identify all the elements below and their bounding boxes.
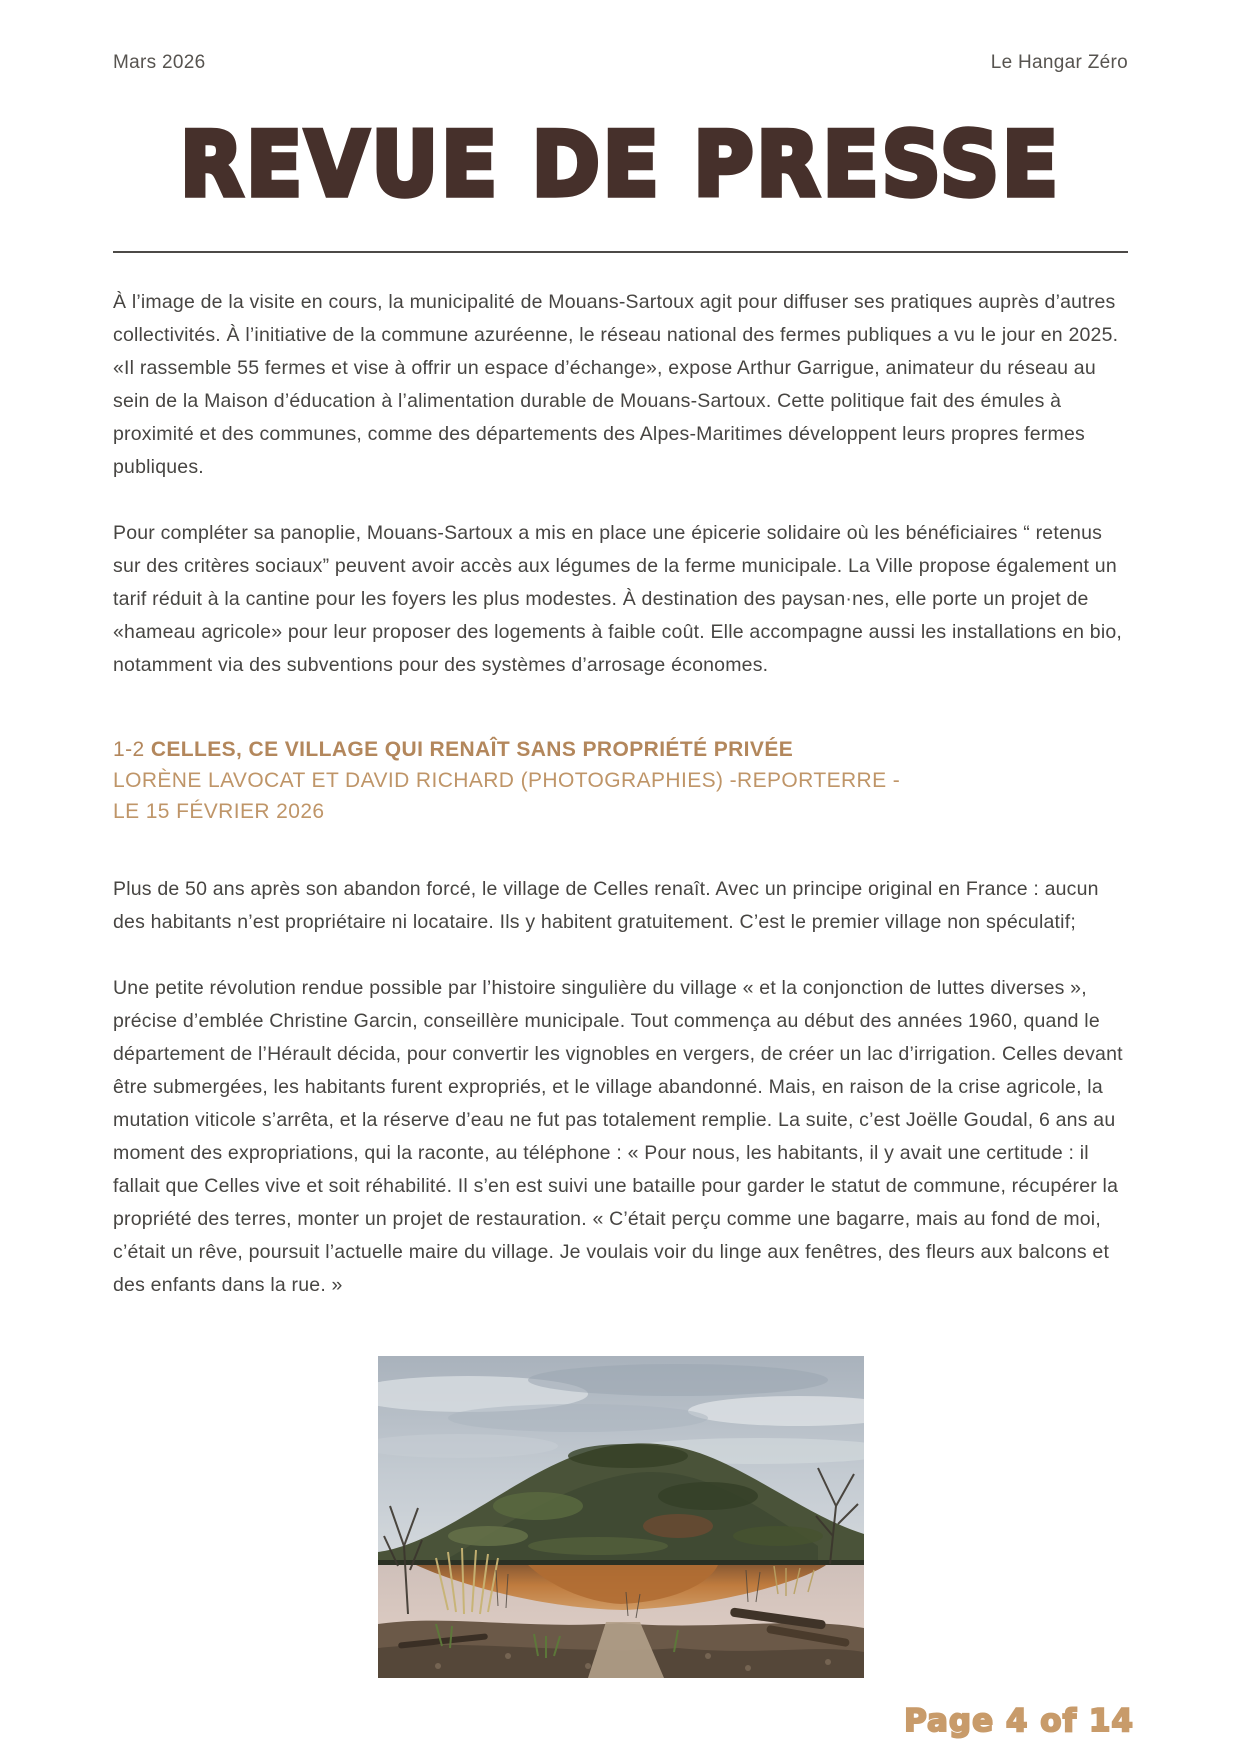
page-number: Page 4 of 14 xyxy=(904,1703,1134,1739)
byline-line-2: LE 15 FÉVRIER 2026 xyxy=(113,800,325,823)
issue-date: Mars 2026 xyxy=(113,52,206,73)
page-title: REVUE DE PRESSE xyxy=(179,114,1062,217)
byline-line-1: LORÈNE LAVOCAT ET DAVID RICHARD (PHOTOGRAPHIES) -REPORTERRE - xyxy=(113,769,901,792)
page-header xyxy=(113,0,1128,74)
section-heading xyxy=(113,734,1128,765)
section-number: 1-2 xyxy=(113,738,145,761)
article-photo xyxy=(378,1356,864,1678)
article-paragraph-2: Pour compléter sa panoplie, Mouans-Sartoux a mis en place une épicerie solidaire où les bénéficiaires “ retenus sur des critères sociaux” peuvent avoir accès aux légumes de la ferme municipale. La Ville propose également un tarif réduit à la cantine pour les foyers les plus modestes. À destination des paysan·nes, elle porte un projet de «hameau agricole» pour leur proposer des logements à faible coût. Elle accompagne aussi les installations en bio, notamment via des subventions pour des systèmes d’arrosage économes. xyxy=(113,522,1123,676)
title-divider xyxy=(113,251,1128,253)
title-block xyxy=(113,114,1128,217)
landscape-photo-illustration xyxy=(378,1356,864,1678)
article-paragraph-4: Une petite révolution rendue possible par l’histoire singulière du village « et la conjonction de luttes diverses », précise d’emblée Christine Garcin, conseillère municipale. Tout commença au début des années 1960, quand le département de l’Hérault décida, pour convertir les vignobles en vergers, de créer un lac d’irrigation. Celles devant être submergées, les habitants furent expropriés, et le village abandonné. Mais, en raison de la crise agricole, la mutation viticole s’arrêta, et la réserve d’eau ne fut pas totalement remplie. La suite, c’est Joëlle Goudal, 6 ans au moment des expropriations, qui la raconte, au téléphone : « Pour nous, les habitants, il y avait une certitude : il fallait que Celles vive et soit réhabilité. Il s’en est suivi une bataille pour garder le statut de commune, récupérer la propriété des terres, monter un projet de restauration. « C’était perçu comme une bagarre, mais au fond de moi, c’était un rêve, poursuit l’actuelle maire du village. Je voulais voir du linge aux fenêtres, des fleurs aux balcons et des enfants dans la rue. » xyxy=(113,977,1123,1296)
section-title: CELLES, CE VILLAGE QUI RENAÎT SANS PROPRIÉTÉ PRIVÉE xyxy=(150,738,794,761)
article-paragraph-3: Plus de 50 ans après son abandon forcé, le village de Celles renaît. Avec un principe original en France : aucun des habitants n’est propriétaire ni locataire. Ils y habitent gratuitement. C’est le premier village non spéculatif; xyxy=(113,878,1099,933)
article-paragraph-1: À l’image de la visite en cours, la municipalité de Mouans-Sartoux agit pour diffuser ses pratiques auprès d’autres collectivités. À l’initiative de la commune azuréenne, le réseau national des fermes publiques a vu le jour en 2025. «Il rassemble 55 fermes et vise à offrir un espace d’échange», expose Arthur Garrigue, animateur du réseau au sein de la Maison d’éducation à l’alimentation durable de Mouans-Sartoux. Cette politique fait des émules à proximité et des communes, comme des départements des Alpes-Maritimes développent leurs propres fermes publiques. xyxy=(113,291,1119,478)
publication-name: Le Hangar Zéro xyxy=(990,52,1128,73)
